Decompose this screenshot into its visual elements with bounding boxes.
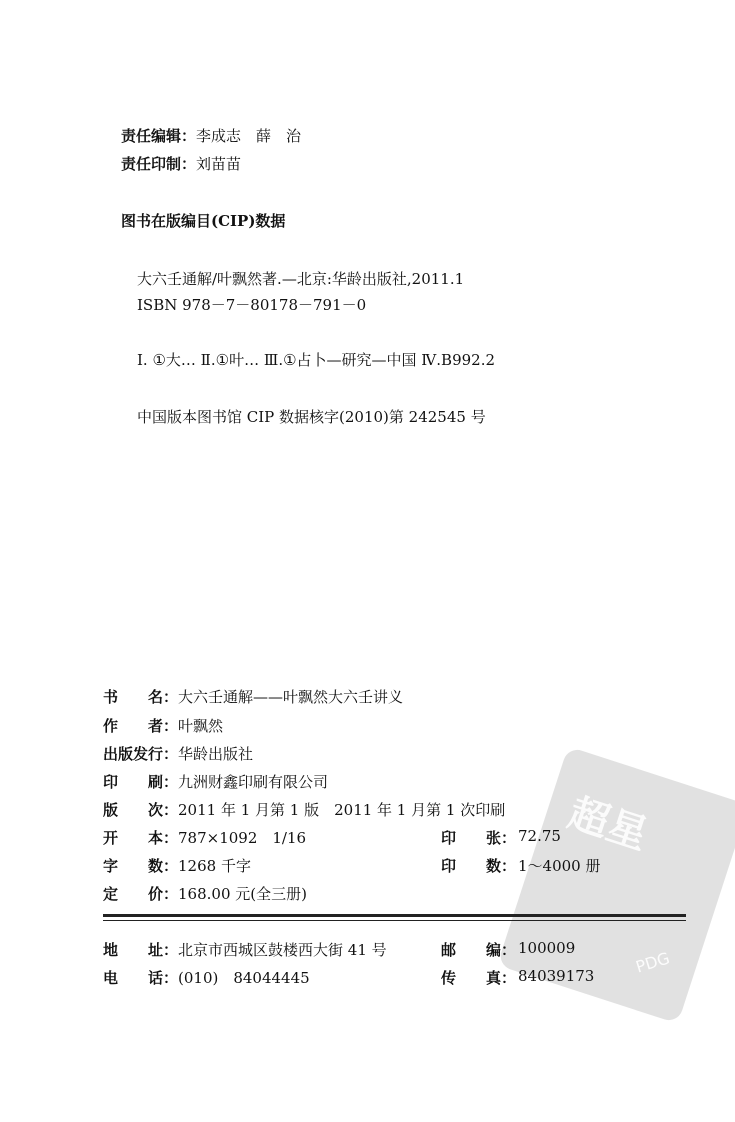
publisher-value: 华龄出版社 (178, 745, 254, 763)
postcode-label: 邮 编： (441, 941, 517, 959)
format-value: 787×1092 1/16 (178, 829, 307, 847)
printer-value: 九洲财鑫印刷有限公司 (178, 773, 329, 791)
edition-label: 版 次： (103, 801, 179, 819)
publisher-label: 出版发行： (103, 745, 179, 763)
price-label: 定 价： (103, 885, 179, 903)
sheets-label: 印 张： (441, 829, 517, 847)
price-value: 168.00 元(全三册) (178, 885, 307, 903)
editor-label: 责任编辑： (121, 127, 197, 145)
author-value: 叶飘然 (178, 717, 224, 735)
watermark-glyphs: 超星 (562, 789, 654, 859)
copies-value: 1～4000 册 (518, 857, 601, 875)
print-manager-line (121, 153, 241, 174)
title-label: 书 名： (103, 688, 179, 706)
words-value: 1268 千字 (178, 857, 251, 875)
address-label: 地 址： (103, 941, 179, 959)
cip-isbn: ISBN 978－7－80178－791－0 (137, 296, 367, 314)
fax-label: 传 真： (441, 969, 517, 987)
print-manager-label: 责任印制： (121, 155, 197, 173)
print-manager-name: 刘苗苗 (196, 155, 242, 173)
title-value: 大六壬通解——叶飘然大六壬讲义 (178, 688, 404, 706)
phone-label: 电 话： (103, 969, 179, 987)
cip-heading: 图书在版编目(CIP)数据 (121, 212, 286, 230)
postcode-value: 100009 (518, 939, 576, 957)
sheets-value: 72.75 (518, 827, 561, 845)
divider-thick (103, 914, 686, 917)
copies-label: 印 数： (441, 857, 517, 875)
cip-classification: Ⅰ. ①大… Ⅱ.①叶… Ⅲ.①占卜—研究—中国 Ⅳ.B992.2 (137, 351, 496, 369)
printer-label: 印 刷： (103, 773, 179, 791)
phone-value: (010) 84044445 (178, 969, 310, 987)
cip-title-line: 大六壬通解/叶飘然著.—北京:华龄出版社,2011.1 (137, 270, 465, 288)
editor-line (121, 125, 301, 146)
watermark-pdg: PDG (633, 948, 672, 977)
fax-value: 84039173 (518, 967, 595, 985)
author-label: 作 者： (103, 717, 179, 735)
format-label: 开 本： (103, 829, 179, 847)
address-value: 北京市西城区鼓楼西大街 41 号 (178, 941, 387, 959)
cip-verify: 中国版本图书馆 CIP 数据核字(2010)第 242545 号 (137, 408, 486, 426)
edition-value: 2011 年 1 月第 1 版 2011 年 1 月第 1 次印刷 (178, 801, 506, 819)
editor-names: 李成志 薛 治 (196, 127, 302, 145)
words-label: 字 数： (103, 857, 179, 875)
divider-thin (103, 920, 686, 921)
